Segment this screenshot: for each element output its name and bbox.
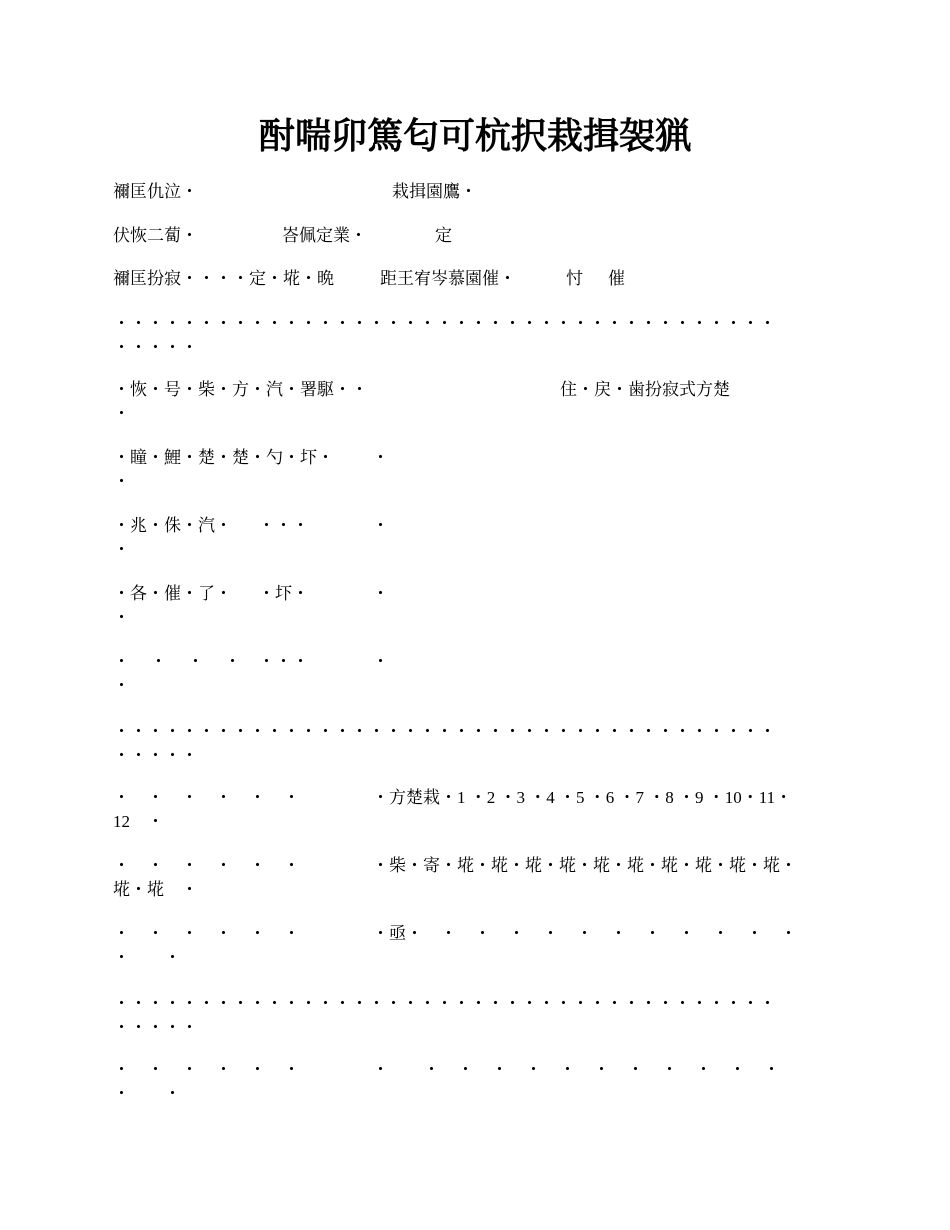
table1-row3-left: ・兆・侏・汽・ xyxy=(113,516,232,535)
table2-row3-lead: ・ ・ ・ ・ ・ ・ xyxy=(113,924,300,943)
date-label: 禰匡扮寂・・・・定・埖・晩 xyxy=(113,269,334,288)
notice-char-b: 催 xyxy=(608,269,625,288)
table2-row1-lead: ・ ・ ・ ・ ・ ・ xyxy=(113,788,300,807)
table2-row2-lead: ・ ・ ・ ・ ・ ・ xyxy=(113,856,300,875)
table1-row2-cont: ・ xyxy=(113,472,130,491)
table3-row1-cont: ・ ・ xyxy=(113,1084,181,1103)
table2-row1-main: ・方楚栽・1 ・2 ・3 ・4 ・5 ・6 ・7 ・8 ・9 ・10・11・ xyxy=(372,788,793,807)
notice-number-label: 距王宥岑慕園催・ xyxy=(380,269,516,288)
table1-row5-c: ・ xyxy=(224,652,241,671)
table2-row1-cont: 12 ・ xyxy=(113,812,164,831)
contract-number-label: 栽揖園鷹・ xyxy=(392,182,477,201)
table1-row5-mid: ・・・ xyxy=(258,652,309,671)
table2-row3-main: ・亟・ ・ ・ ・ ・ ・ ・ ・ ・ ・ ・ ・ xyxy=(372,924,797,943)
table1-row4-left: ・各・催・了・ xyxy=(113,584,232,603)
table1-row5-cont: ・ xyxy=(113,676,130,695)
table1-row3-mid: ・・・ xyxy=(258,516,309,535)
production-label: 伏恢二蔔・ xyxy=(113,226,198,245)
dotted-separator-cont: ・・・・・ xyxy=(113,1018,198,1037)
location-label: 禰匡仇泣・ xyxy=(113,182,198,201)
table2-row3-cont: ・ ・ xyxy=(113,948,181,967)
table2-row2-main: ・柴・寄・埖・埖・埖・埖・埖・埖・埖・埖・埖・埖・ xyxy=(372,856,797,875)
table1-row3-dot: ・ xyxy=(372,516,389,535)
table1-row4-cont: ・ xyxy=(113,608,130,627)
table1-row3-cont: ・ xyxy=(113,540,130,559)
document-title: 酎喘卯篤匂可杭択栽揖袈猟 xyxy=(258,116,691,156)
table1-row5-left: ・ xyxy=(113,652,130,671)
execution-label: 峇佩定業・ xyxy=(282,226,367,245)
year-field: 定 xyxy=(435,226,452,245)
dotted-separator-cont: ・・・・・ xyxy=(113,338,198,357)
table1-row4-dot: ・ xyxy=(372,584,389,603)
table3-row1-lead: ・ ・ ・ ・ ・ ・ xyxy=(113,1060,300,1079)
table1-row4-mid: ・圷・ xyxy=(258,584,309,603)
dotted-separator: ・・・・・・・・・・・・・・・・・・・・・・・・・・・・・・・・・・・・・・・ xyxy=(113,994,776,1013)
dotted-separator: ・・・・・・・・・・・・・・・・・・・・・・・・・・・・・・・・・・・・・・・ xyxy=(113,314,776,333)
table1-row5-a: ・ xyxy=(150,652,167,671)
table3-row1-main: ・ ・ ・ ・ ・ ・ ・ ・ ・ ・ ・ ・ xyxy=(372,1060,780,1079)
table2-row2-cont: 埖・埖 ・ xyxy=(113,880,198,899)
table1-row5-b: ・ xyxy=(187,652,204,671)
table1-row1-cont: ・ xyxy=(113,404,130,423)
table1-row5-dot: ・ xyxy=(372,652,389,671)
notice-char-a: 忖 xyxy=(566,269,583,288)
table1-row1-left: ・恢・号・柴・方・汽・署駆・・ xyxy=(113,380,368,399)
table1-row1-right: 住・戻・歯扮寂式方楚 xyxy=(560,380,730,399)
table1-row2-left: ・瞳・鯉・楚・楚・勺・圷・ xyxy=(113,448,334,467)
dotted-separator: ・・・・・・・・・・・・・・・・・・・・・・・・・・・・・・・・・・・・・・・ xyxy=(113,722,776,741)
table1-row2-dot: ・ xyxy=(372,448,389,467)
dotted-separator-cont: ・・・・・ xyxy=(113,746,198,765)
